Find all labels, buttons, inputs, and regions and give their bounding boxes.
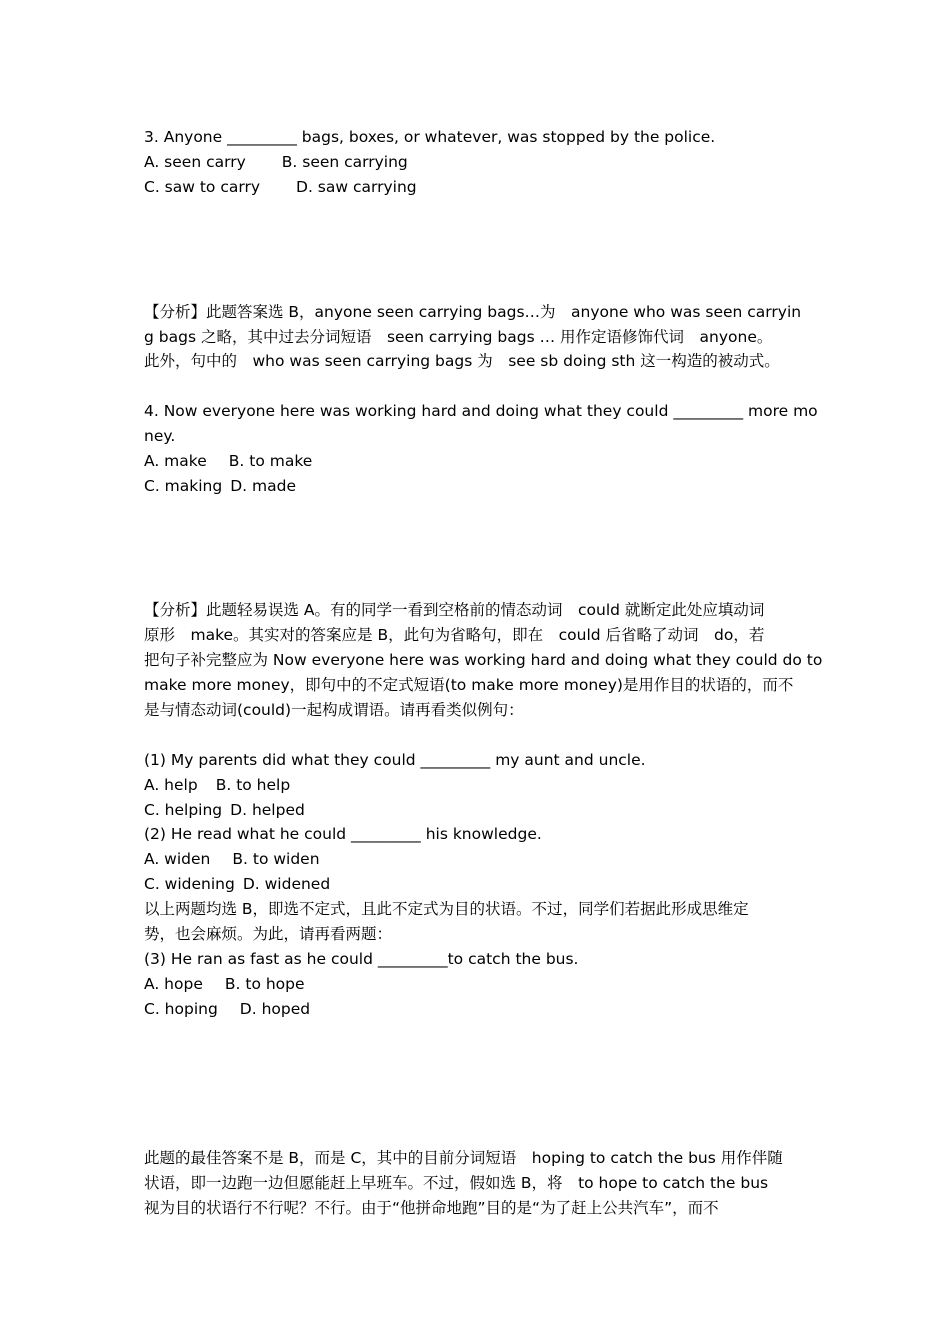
- q3-stem: 3. Anyone _________ bags, boxes, or whatever, was stopped by the police.: [144, 128, 716, 146]
- ex1-stem: (1) My parents did what they could _________ my aunt and uncle.: [144, 751, 646, 769]
- ex3-option-a: A. hope: [144, 975, 203, 993]
- q3-option-d: D. saw carrying: [296, 178, 417, 196]
- analysis5-line-2: 状语，即一边跑一边但愿能赶上早班车。不过，假如选 B，将 to hope to catch the bus: [144, 1174, 769, 1192]
- ex2-option-b: B. to widen: [232, 850, 320, 868]
- note-line-2: 势，也会麻烦。为此，请再看两题：: [144, 925, 393, 943]
- ex3-option-c: C. hoping: [144, 1000, 218, 1018]
- q4-option-c: C. making: [144, 477, 223, 495]
- ex1-options-ab: [144, 775, 809, 795]
- ex2-option-d: D. widened: [242, 875, 331, 893]
- ex3-options-cd: [144, 999, 809, 1019]
- ex3-option-d: D. hoped: [239, 1000, 311, 1018]
- ex2-option-a: A. widen: [144, 850, 211, 868]
- analysis4-line-3: 把句子补完整应为 Now everyone here was working hard and doing what they could do to: [144, 651, 823, 669]
- q4-stem-line-2: ney.: [144, 427, 176, 445]
- q3-option-b: B. seen carrying: [281, 153, 408, 171]
- ex2-option-c: C. widening: [144, 875, 235, 893]
- q3-options-ab: [144, 152, 809, 172]
- ex1-option-d: D. helped: [230, 801, 305, 819]
- analysis4-line-4: make more money，即句中的不定式短语(to make more money)是用作目的状语的，而不: [144, 676, 794, 694]
- ex1-option-a: A. help: [144, 776, 198, 794]
- q3-option-c: C. saw to carry: [144, 178, 261, 196]
- q4-option-d: D. made: [230, 477, 296, 495]
- ex1-option-b: B. to help: [215, 776, 291, 794]
- ex2-stem: (2) He read what he could _________ his knowledge.: [144, 825, 542, 843]
- q4-option-b: B. to make: [228, 452, 313, 470]
- q4-options-ab: [144, 451, 809, 471]
- note-line-1: 以上两题均选 B，即选不定式，且此不定式为目的状语。不过，同学们若据此形成思维定: [144, 900, 749, 918]
- ex3-stem: (3) He ran as fast as he could _________to catch the bus.: [144, 950, 579, 968]
- analysis4-line-2: 原形 make。其实对的答案应是 B，此句为省略句，即在 could 后省略了动词 do，若: [144, 626, 765, 644]
- analysis3-line-1: 【分析】此题答案选 B，anyone seen carrying bags…为 anyone who was seen carryin: [144, 303, 802, 321]
- ex2-options-cd: [144, 874, 809, 894]
- analysis5-line-1: 此题的最佳答案不是 B，而是 C，其中的目前分词短语 hoping to catch the bus 用作伴随: [144, 1149, 783, 1167]
- ex3-option-b: B. to hope: [224, 975, 305, 993]
- q4-options-cd: [144, 476, 809, 496]
- analysis4-line-5: 是与情态动词(could)一起构成谓语。请再看类似例句：: [144, 701, 524, 719]
- analysis3-line-2: g bags 之略，其中过去分词短语 seen carrying bags … 用作定语修饰代词 anyone。: [144, 328, 773, 346]
- ex1-option-c: C. helping: [144, 801, 223, 819]
- analysis3-line-3: 此外，句中的 who was seen carrying bags 为 see sb doing sth 这一构造的被动式。: [144, 352, 780, 370]
- ex2-options-ab: [144, 849, 809, 869]
- analysis5-line-3: 视为目的状语行不行呢？不行。由于“他拼命地跑”目的是“为了赶上公共汽车”，而不: [144, 1199, 719, 1217]
- q4-stem-line-1: 4. Now everyone here was working hard and doing what they could _________ more mo: [144, 402, 818, 420]
- ex3-options-ab: [144, 974, 809, 994]
- q4-option-a: A. make: [144, 452, 207, 470]
- q3-options-cd: [144, 177, 809, 197]
- analysis4-line-1: 【分析】此题轻易误选 A。有的同学一看到空格前的情态动词 could 就断定此处应填动词: [144, 601, 765, 619]
- q3-option-a: A. seen carry: [144, 153, 246, 171]
- ex1-options-cd: [144, 800, 809, 820]
